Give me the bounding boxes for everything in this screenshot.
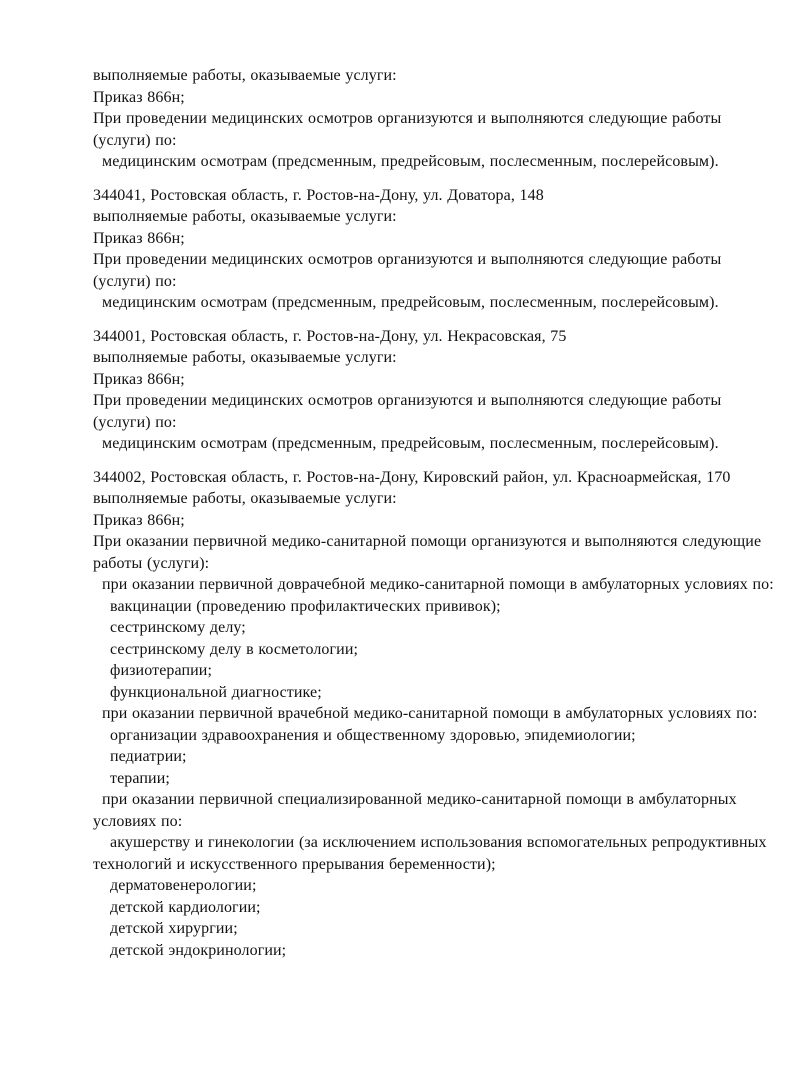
service-item: организации здравоохранения и общественному здоровью, эпидемиологии; <box>110 726 636 744</box>
order-reference: Приказ 866н; <box>93 511 185 529</box>
service-item: функциональной диагностике; <box>110 683 322 701</box>
service-subcategory: при оказании первичной доврачебной медико-санитарной помощи в амбулаторных условиях по: <box>102 576 774 593</box>
service-item: физиотерапии; <box>110 662 213 679</box>
service-item: сестринскому делу; <box>110 619 246 636</box>
service-item: сестринскому делу в косметологии; <box>110 640 359 658</box>
service-subcategory: при оказании первичной врачебной медико-санитарной помощи в амбулаторных условиях по: <box>102 705 758 722</box>
license-works-services-list <box>93 65 775 961</box>
service-subcategory: при оказании первичной специализированной медико-санитарной помощи в амбулаторных условиях по: <box>93 791 737 830</box>
order-reference: Приказ 866н; <box>93 229 185 247</box>
works-services-label: выполняемые работы, оказываемые услуги: <box>93 490 397 507</box>
service-item: медицинским осмотрам (предсменным, предрейсовым, послесменным, послерейсовым). <box>102 435 719 452</box>
service-item: медицинским осмотрам (предсменным, предрейсовым, послесменным, послерейсовым). <box>102 153 719 170</box>
services-block-continuation <box>93 65 775 173</box>
works-services-label: выполняемые работы, оказываемые услуги: <box>93 208 397 225</box>
service-category: При оказании первичной медико-санитарной помощи организуются и выполняются следующие работы (услуги): <box>93 533 762 572</box>
service-item: детской кардиологии; <box>110 898 261 916</box>
address-line: 344041, Ростовская область, г. Ростов-на-Дону, ул. Доватора, 148 <box>93 186 544 204</box>
service-item: акушерству и гинекологии (за исключением использования вспомогательных репродуктивных технологий и искусственного прерывания беременности); <box>93 834 767 873</box>
service-item: педиатрии; <box>110 748 187 765</box>
service-item: дерматовенерологии; <box>110 877 257 894</box>
service-category: При проведении медицинских осмотров организуются и выполняются следующие работы (услуги) по: <box>93 251 722 290</box>
order-reference: Приказ 866н; <box>93 88 185 106</box>
service-category: При проведении медицинских осмотров организуются и выполняются следующие работы (услуги) по: <box>93 392 722 431</box>
address-block-344001 <box>93 326 775 455</box>
address-block-344002 <box>93 467 775 962</box>
service-item: терапии; <box>110 769 170 787</box>
works-services-label: выполняемые работы, оказываемые услуги: <box>93 349 397 366</box>
service-item: детской эндокринологии; <box>110 941 287 959</box>
works-services-label: выполняемые работы, оказываемые услуги: <box>93 67 397 84</box>
order-reference: Приказ 866н; <box>93 370 185 388</box>
service-item: медицинским осмотрам (предсменным, предрейсовым, послесменным, послерейсовым). <box>102 294 719 311</box>
address-block-344041 <box>93 185 775 314</box>
service-item: вакцинации (проведению профилактических прививок); <box>110 597 501 615</box>
service-category: При проведении медицинских осмотров организуются и выполняются следующие работы (услуги) по: <box>93 110 722 149</box>
address-line: 344002, Ростовская область, г. Ростов-на-Дону, Кировский район, ул. Красноармейская, 170 <box>93 468 731 486</box>
address-line: 344001, Ростовская область, г. Ростов-на-Дону, ул. Некрасовская, 75 <box>93 327 567 345</box>
service-item: детской хирургии; <box>110 920 238 937</box>
